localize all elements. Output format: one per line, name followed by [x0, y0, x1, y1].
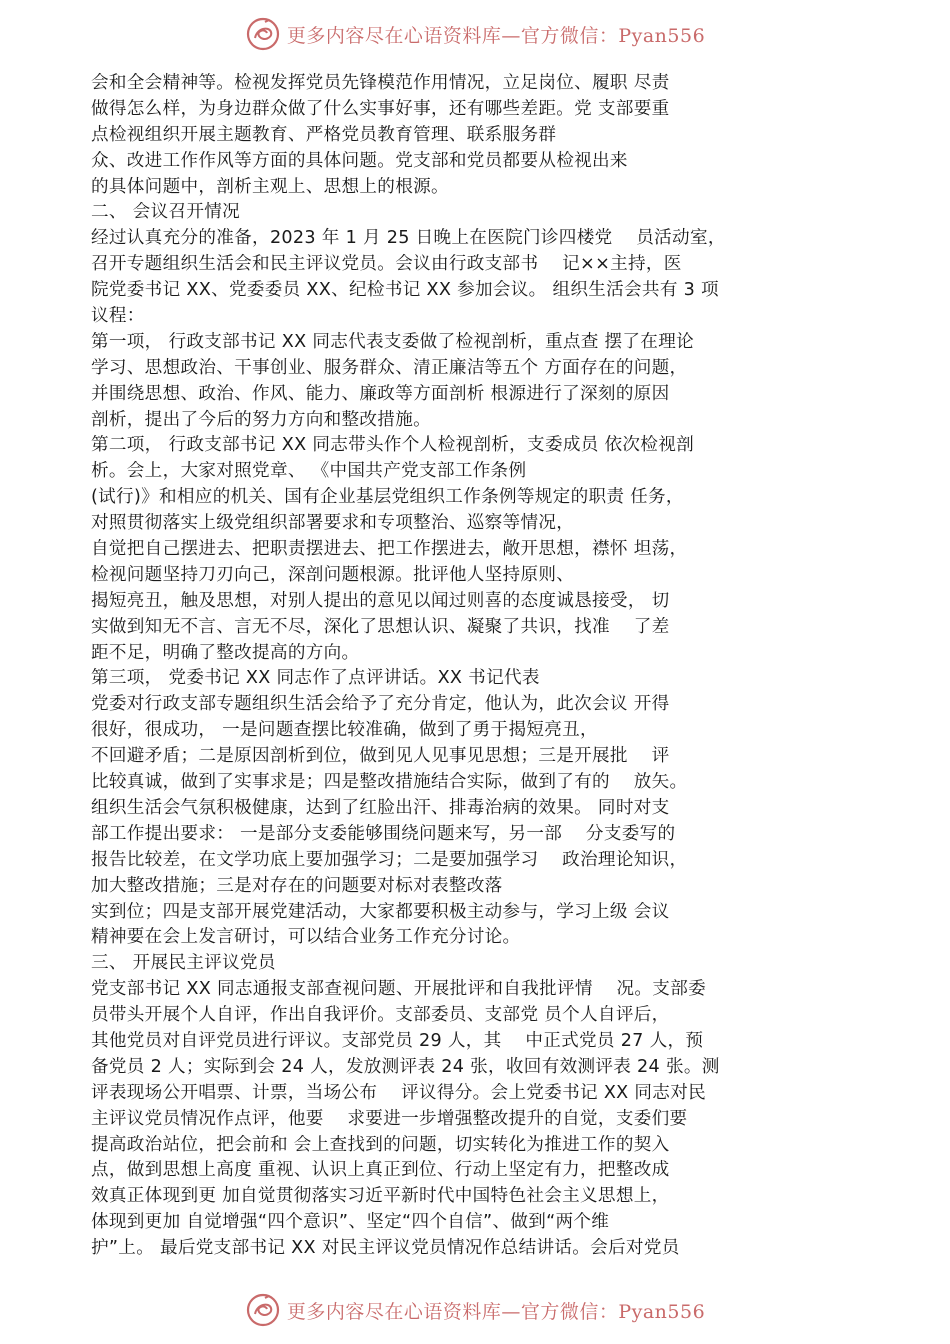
swirl-logo-icon — [245, 16, 281, 52]
swirl-logo-icon — [245, 1292, 281, 1328]
text-line: 距不足，明确了整改提高的方向。 — [91, 642, 360, 663]
text-line: 备党员 2 人；实际到会 24 人，发放测评表 24 张，收回有效测评表 24 张。测 — [91, 1056, 720, 1077]
text-line: 党委对行政支部专题组织生活会给予了充分肯定，他认为，此次会议 开得 — [91, 694, 670, 715]
text-line: 的具体问题中，剖析主观上、思想上的根源。 — [91, 176, 449, 197]
text-line: 析。会上，大家对照党章、 《中国共产党支部工作条例 — [91, 461, 527, 482]
text-line: 经过认真充分的准备，2023 年 1 月 25 日晚上在医院门诊四楼党 员活动室， — [91, 228, 726, 249]
text-line: 护”上。 最后党支部书记 XX 对民主评议党员情况作总结讲话。会后对党员 — [91, 1238, 680, 1259]
text-line: 并围绕思想、政治、作风、能力、廉政等方面剖析 根源进行了深刻的原因 — [91, 383, 670, 404]
text-line: 做得怎么样，为身边群众做了什么实事好事，还有哪些差距。党 支部要重 — [91, 98, 670, 119]
document-body — [91, 71, 851, 1262]
text-line: 三、 开展民主评议党员 — [91, 953, 276, 974]
text-line: 第三项， 党委书记 XX 同志作了点评讲话。XX 书记代表 — [91, 668, 540, 689]
text-line: 第一项， 行政支部书记 XX 同志代表支委做了检视剖析，重点查 摆了在理论 — [91, 331, 694, 352]
watermark-text: 更多内容尽在心语资料库—官方微信：Pyan556 — [286, 1300, 706, 1323]
text-line: 很好，很成功， 一是问题查摆比较准确，做到了勇于揭短亮丑， — [91, 720, 598, 741]
text-line: 召开专题组织生活会和民主评议党员。会议由行政支部书 记××主持，医 — [91, 254, 682, 275]
watermark-text: 更多内容尽在心语资料库—官方微信：Pyan556 — [286, 24, 706, 47]
text-line: 员带头开展个人自评，作出自我评价。支部委员、支部党 员个人自评后， — [91, 1005, 670, 1026]
text-line: 组织生活会气氛积极健康，达到了红脸出汗、排毒治病的效果。 同时对支 — [91, 797, 670, 818]
text-line: 二、 会议召开情况 — [91, 202, 241, 223]
text-line: 学习、思想政治、干事创业、服务群众、清正廉洁等五个 方面存在的问题， — [91, 357, 688, 378]
text-line: 会和全会精神等。检视发挥党员先锋模范作用情况，立足岗位、履职 尽责 — [91, 73, 670, 93]
text-line: 体现到更加 自觉增强“四个意识”、坚定“四个自信”、做到“两个维 — [91, 1212, 610, 1233]
text-line: 实做到知无不言、言无不尽，深化了思想认识、凝聚了共识，找准 了差 — [91, 616, 670, 637]
text-line: 第二项， 行政支部书记 XX 同志带头作个人检视剖析，支委成员 依次检视剖 — [91, 435, 694, 456]
text-line: 报告比较差，在文学功底上要加强学习；二是要加强学习 政治理论知识， — [91, 849, 688, 870]
text-line: 主评议党员情况作点评，他要 求要进一步增强整改提升的自觉，支委们要 — [91, 1108, 688, 1129]
watermark-banner-top — [0, 14, 950, 54]
text-line: 众、改进工作作风等方面的具体问题。党支部和党员都要从检视出来 — [91, 150, 628, 171]
text-line: 提高政治站位，把会前和 会上查找到的问题，切实转化为推进工作的契入 — [91, 1134, 670, 1155]
text-line: 其他党员对自评党员进行评议。支部党员 29 人，其 中正式党员 27 人，预 — [91, 1030, 704, 1051]
text-line: 不回避矛盾；二是原因剖析到位，做到见人见事见思想；三是开展批 评 — [91, 746, 670, 767]
text-line: 比较真诚，做到了实事求是；四是整改措施结合实际，做到了有的 放矢。 — [91, 772, 688, 793]
text-line: 剖析，提出了今后的努力方向和整改措施。 — [91, 409, 431, 430]
text-line: 加大整改措施；三是对存在的问题要对标对表整改落 — [91, 875, 503, 896]
text-line: 院党委书记 XX、党委委员 XX、纪检书记 XX 参加会议。 组织生活会共有 3 项 — [91, 280, 719, 301]
text-line: 部工作提出要求： 一是部分支委能够围绕问题来写，另一部 分支委写的 — [91, 823, 676, 844]
text-line: 点，做到思想上高度 重视、认识上真正到位、行动上坚定有力，把整改成 — [91, 1160, 670, 1181]
text-line: 对照贯彻落实上级党组织部署要求和专项整治、巡察等情况， — [91, 513, 575, 534]
text-line: 议程： — [91, 306, 145, 327]
text-line: 评表现场公开唱票、计票，当场公布 评议得分。会上党委书记 XX 同志对民 — [91, 1082, 706, 1103]
text-line: 效真正体现到更 加自觉贯彻落实习近平新时代中国特色社会主义思想上， — [91, 1186, 670, 1207]
text-line: 点检视组织开展主题教育、严格党员教育管理、联系服务群 — [91, 124, 557, 145]
text-line: 精神要在会上发言研讨，可以结合业务工作充分讨论。 — [91, 927, 521, 948]
text-line: 党支部书记 XX 同志通报支部查视问题、开展批评和自我批评情 况。支部委 — [91, 979, 706, 1000]
text-line: 揭短亮丑，触及思想，对别人提出的意见以闻过则喜的态度诚恳接受， 切 — [91, 590, 670, 611]
text-line: 检视问题坚持刀刃向己，深剖问题根源。批评他人坚持原则、 — [91, 564, 575, 585]
watermark-banner-bottom — [0, 1290, 950, 1330]
text-line: (试行)》和相应的机关、国有企业基层党组织工作条例等规定的职责 任务， — [91, 487, 684, 508]
text-line: 实到位；四是支部开展党建活动，大家都要积极主动参与，学习上级 会议 — [91, 901, 670, 922]
text-line: 自觉把自己摆进去、把职责摆进去、把工作摆进去，敞开思想，襟怀 坦荡， — [91, 539, 688, 560]
